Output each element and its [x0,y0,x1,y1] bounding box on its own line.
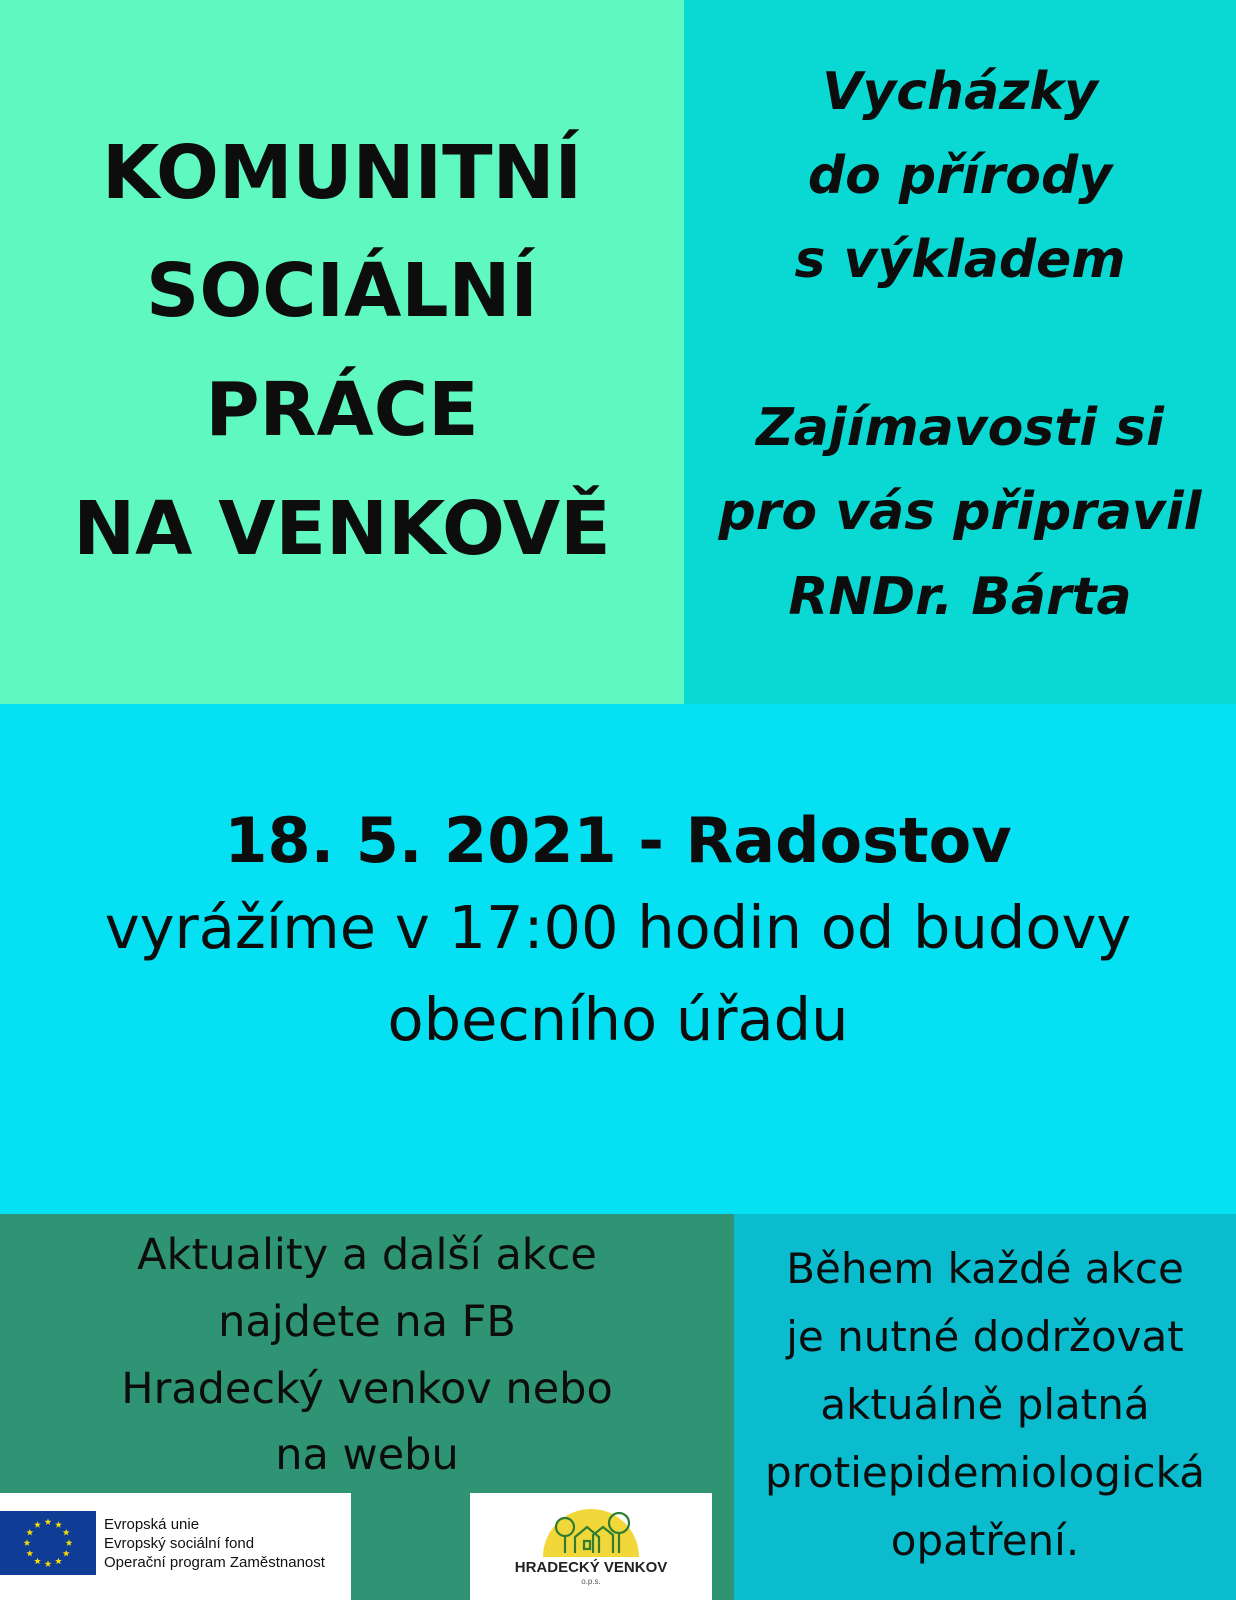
event-panel [0,704,1236,1214]
eu-logo [0,1493,351,1600]
guide-line-2: pro vás připravil [718,482,1202,542]
guide-line-3: RNDr. Bárta [788,567,1132,627]
houses-trees-icon [541,1497,641,1557]
news-line-2: najdete na FB [218,1297,516,1347]
walk-line-3: s výkladem [794,230,1126,290]
walk-line-1: Vycházky [822,62,1098,122]
eu-text-line-1: Evropská unie [104,1516,200,1533]
rules-line-5: opatření. [890,1516,1080,1565]
eu-text-line-3: Operační program Zaměstnanost [104,1554,325,1571]
walk-panel [684,0,1236,704]
news-line-1: Aktuality a další akce [137,1230,597,1280]
rules-line-2: je nutné dodržovat [786,1312,1184,1361]
eu-flag-icon [0,1511,96,1575]
title-line-3: PRÁCE [205,367,479,453]
title-panel [0,0,684,704]
hradecky-venkov-logo [470,1493,712,1600]
title-line-1: KOMUNITNÍ [101,130,583,216]
news-line-4: na webu [275,1430,459,1480]
rules-line-1: Během každé akce [786,1244,1184,1293]
guide-line-1: Zajímavosti si [756,398,1164,458]
title-line-2: SOCIÁLNÍ [146,248,538,334]
news-line-3: Hradecký venkov nebo [121,1364,613,1414]
rules-line-3: aktuálně platná [820,1380,1150,1429]
hv-logo-sub: o.p.s. [581,1577,601,1586]
event-detail-line-2: obecního úřadu [387,985,849,1054]
event-detail-line-1: vyrážíme v 17:00 hodin od budovy [104,893,1132,962]
eu-text-line-2: Evropský sociální fond [104,1535,255,1552]
title-line-4: NA VENKOVĚ [73,486,611,572]
walk-line-2: do přírody [807,146,1113,206]
rules-line-4: protiepidemiologická [765,1448,1205,1497]
hv-logo-name: HRADECKÝ VENKOV [514,1559,668,1576]
rules-panel [734,1214,1236,1600]
event-date-place: 18. 5. 2021 - Radostov [224,804,1012,877]
